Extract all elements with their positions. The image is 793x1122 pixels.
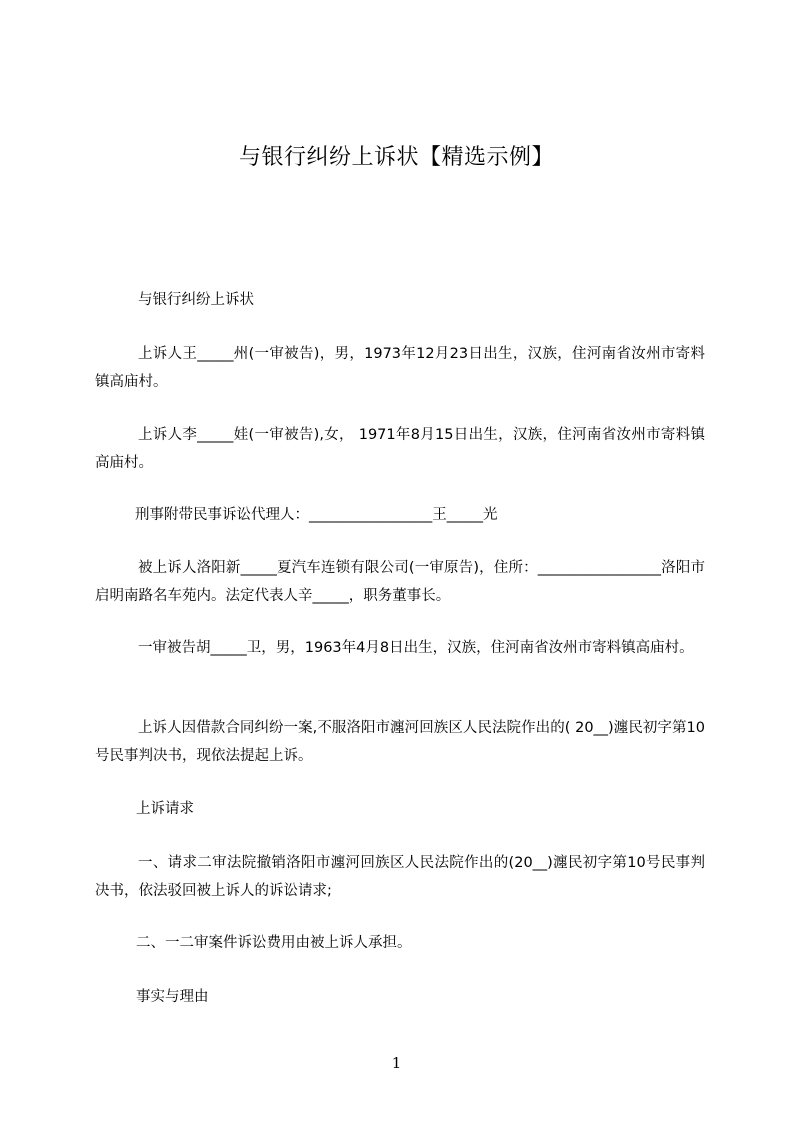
paragraph-agent: 刑事附带民事诉讼代理人：_________________王_____光: [135, 507, 498, 523]
section-heading-appeal-requests: 上诉请求: [136, 801, 194, 817]
paragraph-appellant-wang: 上诉人王_____州(一审被告)，男，1973年12月23日出生，汉族，住河南省汝州市寄料镇高庙村。: [95, 346, 705, 390]
paragraph-appellee: 被上诉人洛阳新_____夏汽车连锁有限公司(一审原告)，住所：_________________洛阳市启明南路名车苑内。法定代表人辛_____，职务董事长。: [95, 560, 705, 604]
paragraph-request-two: 二、一二审案件诉讼费用由被上诉人承担。: [136, 935, 412, 951]
paragraph-heading: 与银行纠纷上诉状: [138, 292, 254, 308]
paragraph-case-intro: 上诉人因借款合同纠纷一案,不服洛阳市瀍河回族区人民法院作出的( 20__)瀍民初字第10号民事判决书，现依法提起上诉。: [95, 720, 705, 764]
paragraph-defendant-hu: 一审被告胡_____卫，男，1963年4月8日出生，汉族，住河南省汝州市寄料镇高庙村。: [138, 640, 694, 656]
section-heading-facts-reasons: 事实与理由: [136, 989, 209, 1005]
paragraph-request-one: 一、请求二审法院撤销洛阳市瀍河回族区人民法院作出的(20__)瀍民初字第10号民事判决书，依法驳回被上诉人的诉讼请求;: [95, 855, 705, 899]
page-number: 1: [391, 1054, 402, 1072]
paragraph-appellant-li: 上诉人李_____娃(一审被告),女， 1971年8月15日出生，汉族，住河南省汝州市寄料镇高庙村。: [95, 427, 705, 471]
document-title: 与银行纠纷上诉状【精选示例】: [238, 145, 554, 170]
